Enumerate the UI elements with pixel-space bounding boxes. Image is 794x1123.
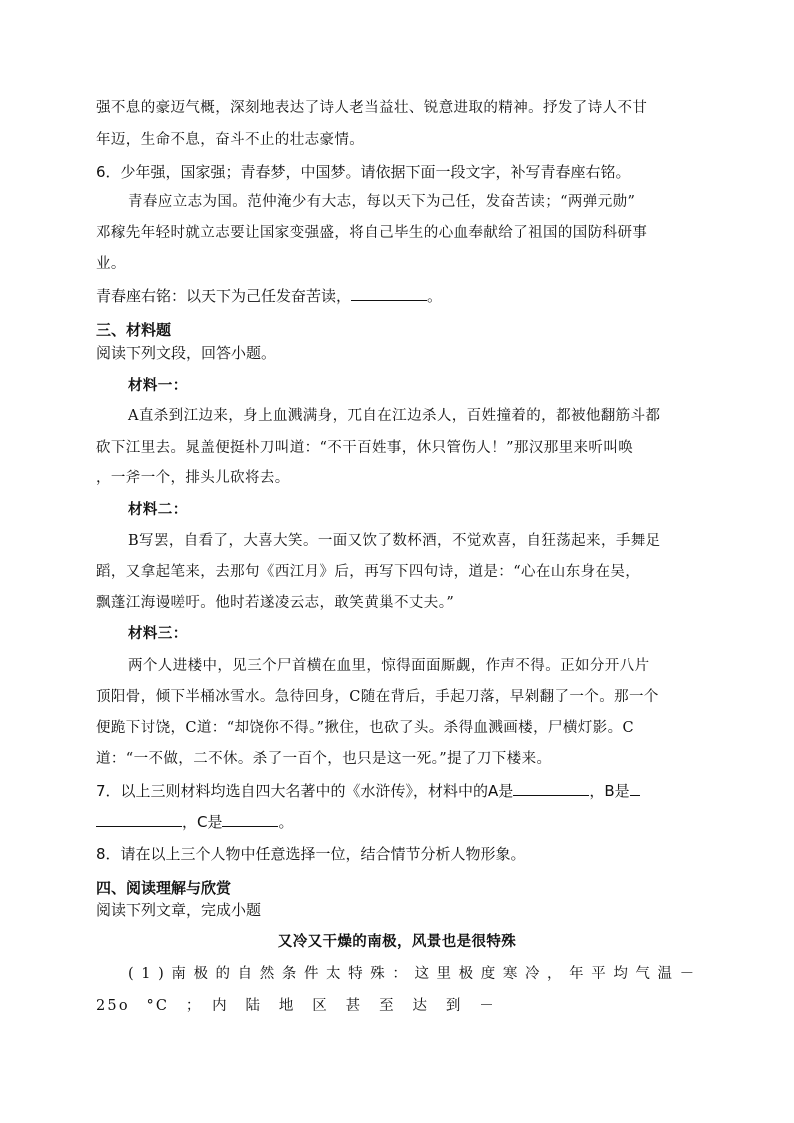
question-6: 6．少年强，国家强；青春梦，中国梦。请依据下面一段文字，补写青春座右铭。	[96, 163, 631, 181]
motto-line	[96, 286, 442, 306]
question-7-end: 。	[278, 813, 294, 831]
answer-blank-b-cont[interactable]	[96, 812, 182, 827]
section-heading-4: 四、阅读理解与欣赏	[96, 879, 232, 897]
para-line: 强不息的豪迈气概，深刻地表达了诗人老当益壮、锐意进取的精神。抒发了诗人不甘	[96, 100, 648, 116]
material-line: 两个人进楼中，见三个尸首横在血里，惊得面面厮觑，作声不得。正如分开八片	[128, 658, 650, 674]
article-para-1-cont: 25o °C ； 内 陆 地 区 甚 至 达 到 －	[96, 998, 496, 1014]
motto-answer-blank[interactable]	[351, 286, 427, 301]
answer-blank-c[interactable]	[222, 812, 278, 827]
article-para-1: (1)南极的自然条件太特殊：这里极度寒冷，年平均气温－	[128, 966, 702, 982]
question-7-cont	[96, 812, 294, 832]
section-heading-3: 三、材料题	[96, 321, 172, 339]
material-line: 道：“一不做，二不休。杀了一百个，也只是这一死。”提了刀下楼来。	[96, 751, 552, 767]
passage-line: 业。	[96, 256, 126, 272]
motto-prefix: 青春座右铭：以天下为己任发奋苦读，	[96, 287, 352, 305]
answer-blank-b[interactable]	[630, 781, 640, 796]
instruction: 阅读下列文章，完成小题	[96, 901, 262, 919]
material-line: ，一斧一个，排头儿砍将去。	[96, 470, 290, 486]
material-line: 便跪下讨饶，C道：“却饶你不得。”揪住，也砍了头。杀得血溅画楼，尸横灯影。C	[96, 720, 634, 736]
question-7-text: 7．以上三则材料均选自四大名著中的《水浒传》，材料中的A是	[96, 782, 514, 800]
passage-line: 邓稼先年轻时就立志要让国家变强盛，将自己毕生的心血奉献给了祖国的国防科研事	[96, 225, 648, 241]
answer-blank-a[interactable]	[513, 781, 589, 796]
instruction: 阅读下列文段，回答小题。	[96, 344, 277, 362]
material-line: 顶阳骨，倾下半桶冰雪水。急待回身，C随在背后，手起刀落，早剁翻了一个。那一个	[96, 689, 659, 705]
material-line: 蹈，又拿起笔来，去那句《西江月》后，再写下四句诗，道是：“心在山东身在吴，	[96, 564, 641, 580]
material-3-label: 材料三：	[128, 625, 188, 642]
question-7	[96, 781, 640, 801]
material-line: 砍下江里去。晁盖便挺朴刀叫道：“不干百姓事，休只管伤人！”那汉那里来听叫唤	[96, 440, 634, 456]
question-8: 8．请在以上三个人物中任意选择一位，结合情节分析人物形象。	[96, 845, 526, 863]
material-1-label: 材料一：	[128, 377, 188, 394]
para-line: 年迈，生命不息，奋斗不止的壮志豪情。	[96, 132, 365, 148]
material-line: 飘蓬江海谩嗟吁。他时若遂凌云志，敢笑黄巢不丈夫。”	[96, 595, 455, 611]
article-title: 又冷又干燥的南极，风景也是很特殊	[277, 933, 517, 950]
motto-period: 。	[427, 287, 443, 305]
material-line: B写罢，自看了，大喜大笑。一面又饮了数杯酒，不觉欢喜，自狂荡起来，手舞足	[128, 533, 661, 549]
passage-line: 青春应立志为国。范仲淹少有大志，每以天下为己任，发奋苦读；“两弹元勋”	[128, 194, 636, 210]
material-2-label: 材料二：	[128, 501, 188, 518]
question-7-c: ，C是	[182, 813, 223, 831]
material-line: A直杀到江边来，身上血溅满身，兀自在江边杀人，百姓撞着的，都被他翻筋斗都	[128, 408, 661, 424]
question-7-b: ，B是	[589, 782, 630, 800]
